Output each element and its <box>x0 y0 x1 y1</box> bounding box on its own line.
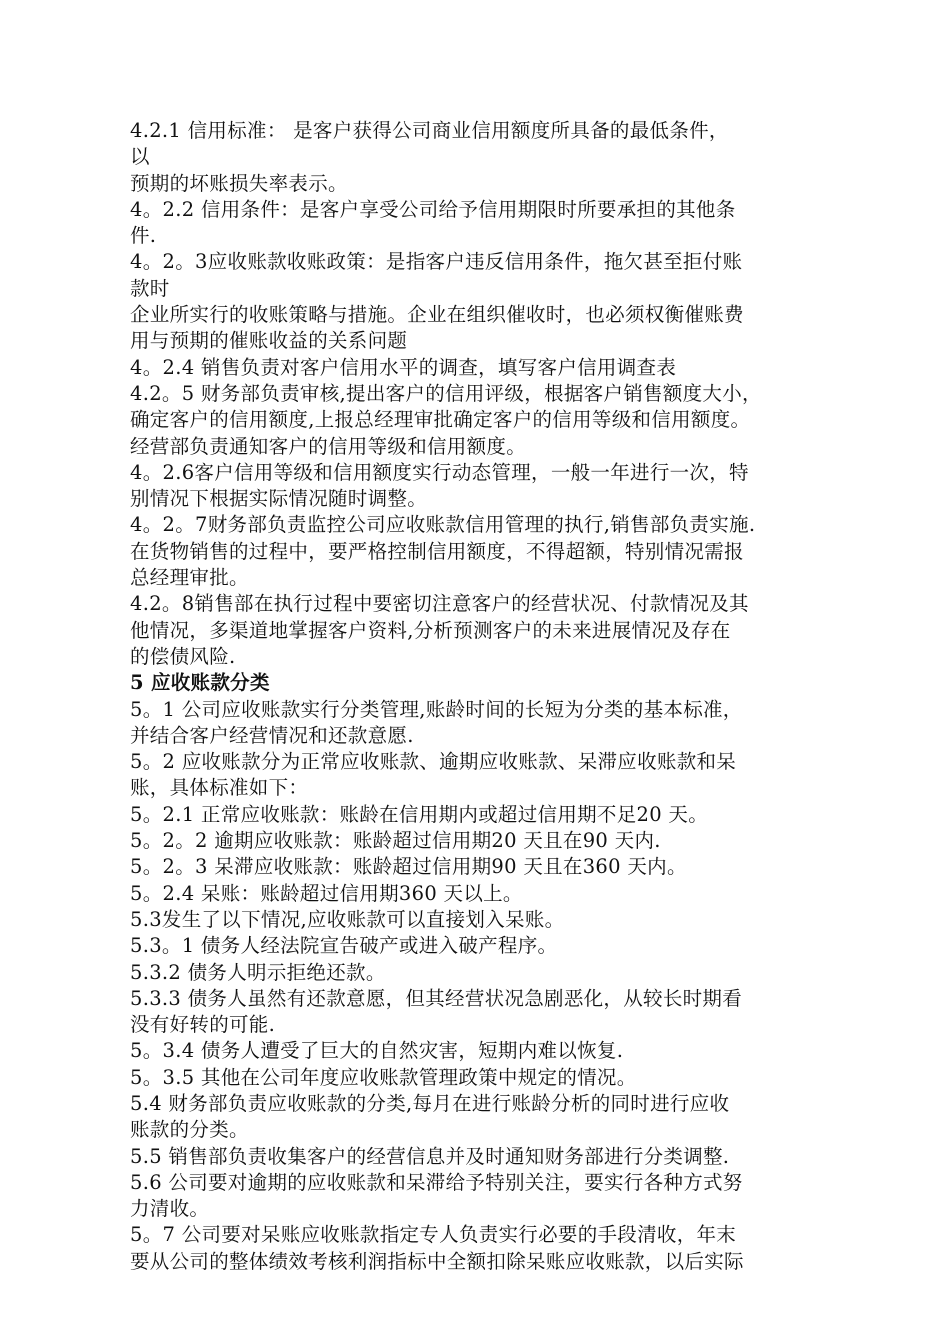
text-line: 4.2.1 信用标准： 是客户获得公司商业信用额度所具备的最低条件， <box>130 119 729 142</box>
text-line: 5.3发生了以下情况,应收账款可以直接划入呆账。 <box>130 907 565 931</box>
text-line: 5。2。2 逾期应收账款：账龄超过信用期20 天且在90 天内. <box>130 829 661 853</box>
text-line: 5.5 销售部负责收集客户的经营信息并及时通知财务部进行分类调整. <box>130 1144 730 1168</box>
text-line: 账，具体标准如下： <box>130 776 309 800</box>
text-line: 5。2 应收账款分为正常应收账款、逾期应收账款、呆滞应收账款和呆 <box>130 750 737 774</box>
text-line: 5。2.1 正常应收账款：账龄在信用期内或超过信用期不足20 天。 <box>130 802 709 826</box>
text-line: 别情况下根据实际情况随时调整。 <box>130 487 428 511</box>
text-line: 5。3.5 其他在公司年度应收账款管理政策中规定的情况。 <box>130 1065 637 1089</box>
text-line: 件. <box>130 224 157 248</box>
text-line: 力清收。 <box>130 1197 210 1221</box>
text-line: 4。2.6客户信用等级和信用额度实行动态管理，一般一年进行一次，特 <box>130 460 749 484</box>
text-line: 用与预期的催账收益的关系问题 <box>130 329 408 353</box>
text-line: 4。2。7财务部负责监控公司应收账款信用管理的执行,销售部负责实施. <box>130 513 756 537</box>
text-line: 4。2.4 销售负责对客户信用水平的调查，填写客户信用调查表 <box>130 355 677 379</box>
text-line: 5。2.4 呆账：账龄超过信用期360 天以上。 <box>130 881 523 905</box>
text-line: 5.4 财务部负责应收账款的分类,每月在进行账龄分析的同时进行应收 <box>130 1091 730 1115</box>
text-line: 5。7 公司要对呆账应收账款指定专人负责实行必要的手段清收，年末 <box>130 1223 737 1247</box>
text-line: 的偿债风险. <box>130 644 236 668</box>
text-line: 4。2.2 信用条件：是客户享受公司给予信用期限时所要承担的其他条 <box>130 197 736 221</box>
text-line: 在货物销售的过程中，要严格控制信用额度，不得超额，特别情况需报 <box>130 539 744 563</box>
text-line: 确定客户的信用额度,上报总经理审批确定客户的信用等级和信用额度。 <box>130 408 751 432</box>
text-line: 4.2。5 财务部负责审核,提出客户的信用评级，根据客户销售额度大小， <box>130 381 762 405</box>
text-line: 4。2。3应收账款收账政策：是指客户违反信用条件，拖欠甚至拒付账 <box>130 250 743 274</box>
text-line: 5.6 公司要对逾期的应收账款和呆滞给予特别关注，要实行各种方式努 <box>130 1170 743 1194</box>
text-line: 没有好转的可能. <box>130 1013 276 1037</box>
text-line: 预期的坏账损失率表示。 <box>130 171 348 195</box>
text-line: 5。2。3 呆滞应收账款：账龄超过信用期90 天且在360 天内。 <box>130 855 687 879</box>
section-heading: 5 应收账款分类 <box>130 671 270 695</box>
text-line: 5.3.2 债务人明示拒绝还款。 <box>130 960 386 984</box>
text-line: 并结合客户经营情况和还款意愿. <box>130 723 414 747</box>
text-line: 以 <box>130 145 150 169</box>
text-line: 账款的分类。 <box>130 1118 249 1142</box>
document-body <box>130 118 830 1275</box>
text-line: 5。1 公司应收账款实行分类管理,账龄时间的长短为分类的基本标准， <box>130 697 743 721</box>
text-line: 款时 <box>130 276 170 300</box>
text-line: 企业所实行的收账策略与措施。企业在组织催收时，也必须权衡催账费 <box>130 303 744 327</box>
text-line: 他情况，多渠道地掌握客户资料,分析预测客户的未来进展情况及存在 <box>130 618 731 642</box>
text-line: 要从公司的整体绩效考核利润指标中全额扣除呆账应收账款，以后实际 <box>130 1249 744 1273</box>
text-line: 经营部负责通知客户的信用等级和信用额度。 <box>130 434 527 458</box>
text-line: 5.3.3 债务人虽然有还款意愿，但其经营状况急剧恶化，从较长时期看 <box>130 986 743 1010</box>
text-line: 5.3。1 债务人经法院宣告破产或进入破产程序。 <box>130 934 558 958</box>
text-line: 4.2。8销售部在执行过程中要密切注意客户的经营状况、付款情况及其 <box>130 592 749 616</box>
text-line: 5。3.4 债务人遭受了巨大的自然灾害，短期内难以恢复. <box>130 1039 624 1063</box>
text-line: 总经理审批。 <box>130 566 249 590</box>
